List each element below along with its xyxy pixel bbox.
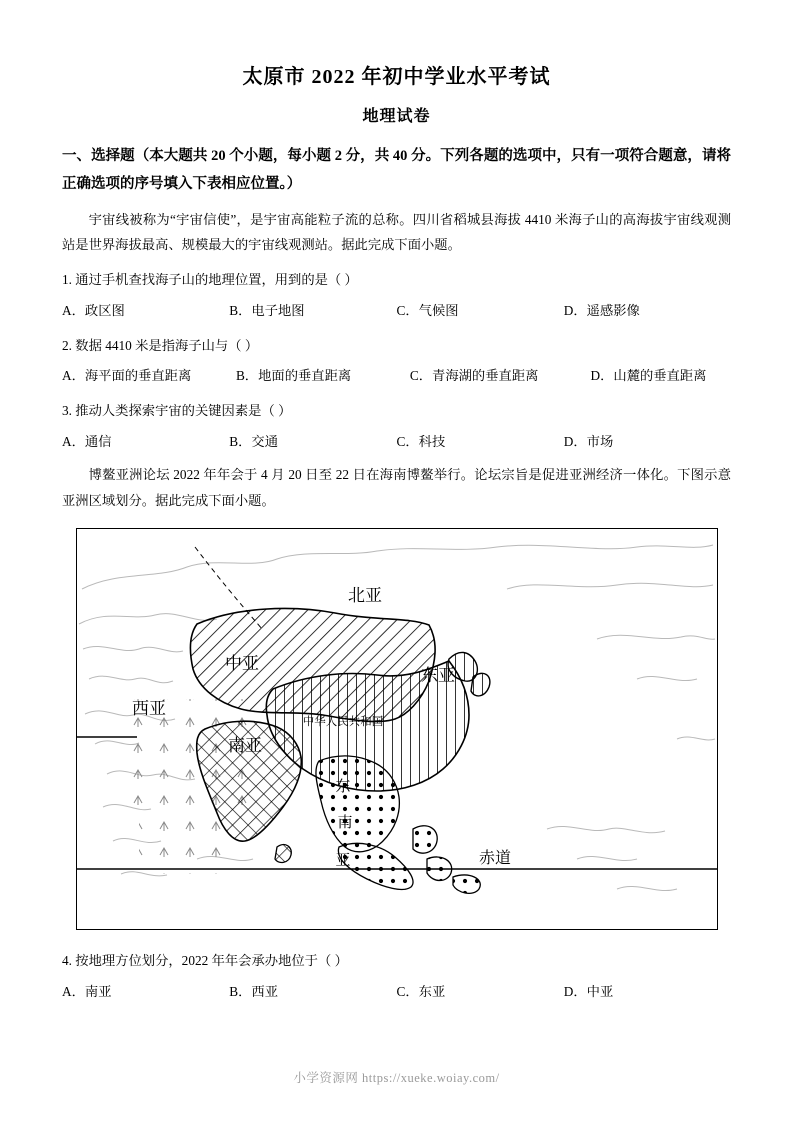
island-south xyxy=(275,844,291,862)
option-b[interactable]: B．交通 xyxy=(229,433,279,449)
map-figure-wrapper xyxy=(62,528,731,930)
map-label-east-asia: 东亚 xyxy=(420,665,455,685)
map-label-west-asia: 西亚 xyxy=(131,698,166,718)
question-3-options xyxy=(62,429,731,454)
option-a[interactable]: A．通信 xyxy=(62,433,112,449)
island-sea-4 xyxy=(453,875,480,893)
option-b[interactable]: B．电子地图 xyxy=(229,303,305,319)
map-label-china: 中华人民共和国 xyxy=(302,715,383,728)
option-b[interactable]: B．地面的垂直距离 xyxy=(235,368,352,384)
option-d[interactable]: D．山麓的垂直距离 xyxy=(590,368,707,384)
map-label-north-asia: 北亚 xyxy=(347,585,382,605)
question-2-options xyxy=(62,363,731,388)
option-d[interactable]: D．市场 xyxy=(563,433,614,449)
map-label-south-asia: 南亚 xyxy=(227,735,262,755)
passage-2: 博鳌亚洲论坛 2022 年年会于 4 月 20 日至 22 日在海南博鳌举行。论坛宗旨是促进亚洲经济一体化。下图示意亚洲区域划分。据此完成下面小题。 xyxy=(62,466,731,508)
option-c[interactable]: C．青海湖的垂直距离 xyxy=(409,368,539,384)
map-svg xyxy=(77,529,717,929)
watermark: 小学资源网 https://xueke.woiay.com/ xyxy=(293,1071,500,1085)
question-4-stem: 4. 按地理方位划分，2022 年年会承办地位于（ ） xyxy=(62,952,348,968)
option-d[interactable]: D．中亚 xyxy=(563,983,614,999)
option-c[interactable]: C．科技 xyxy=(396,433,446,449)
map-label-equator: 赤道 xyxy=(478,849,511,867)
question-2-stem: 2. 数据 4410 米是指海子山与（ ） xyxy=(62,337,259,353)
section-heading: 一、选择题（本大题共 20 个小题，每小题 2 分，共 40 分。下列各题的选项中，只有一项符合题意，请将正确选项的序号填入下表相应位置。） xyxy=(62,148,731,193)
option-d[interactable]: D．遥感影像 xyxy=(563,303,640,319)
option-c[interactable]: C．东亚 xyxy=(396,983,446,999)
option-a[interactable]: A．政区图 xyxy=(62,303,125,319)
map-label-sea-2: 南 xyxy=(336,814,353,831)
option-a[interactable]: A．南亚 xyxy=(62,983,112,999)
map-label-sea-3: 亚 xyxy=(334,852,351,869)
question-3-stem: 3. 推动人类探索宇宙的关键因素是（ ） xyxy=(62,402,292,418)
question-4-options xyxy=(62,979,731,1004)
question-1-options xyxy=(62,298,731,323)
vegetation-symbols-2 xyxy=(139,814,229,874)
island-east-2 xyxy=(471,673,490,696)
passage-1: 宇宙线被称为“宇宙信使”，是宇宙高能粒子流的总称。四川省稻城县海拔 4410 米海子山的高海拔宇宙线观测站是世界海拔最高、规模最大的宇宙线观测站。据此完成下面小题。 xyxy=(62,211,731,253)
page-subtitle: 地理试卷 xyxy=(362,108,431,125)
option-b[interactable]: B．西亚 xyxy=(229,983,279,999)
page-title: 太原市 2022 年初中学业水平考试 xyxy=(242,66,551,88)
question-1-stem: 1. 通过手机查找海子山的地理位置，用到的是（ ） xyxy=(62,272,358,288)
option-a[interactable]: A．海平面的垂直距离 xyxy=(62,368,192,384)
map-label-central-asia: 中亚 xyxy=(224,653,259,673)
map-label-sea-1: 东 xyxy=(334,778,351,795)
asia-region-map xyxy=(76,528,718,930)
option-c[interactable]: C．气候图 xyxy=(396,303,459,319)
island-sea-2 xyxy=(413,826,437,853)
